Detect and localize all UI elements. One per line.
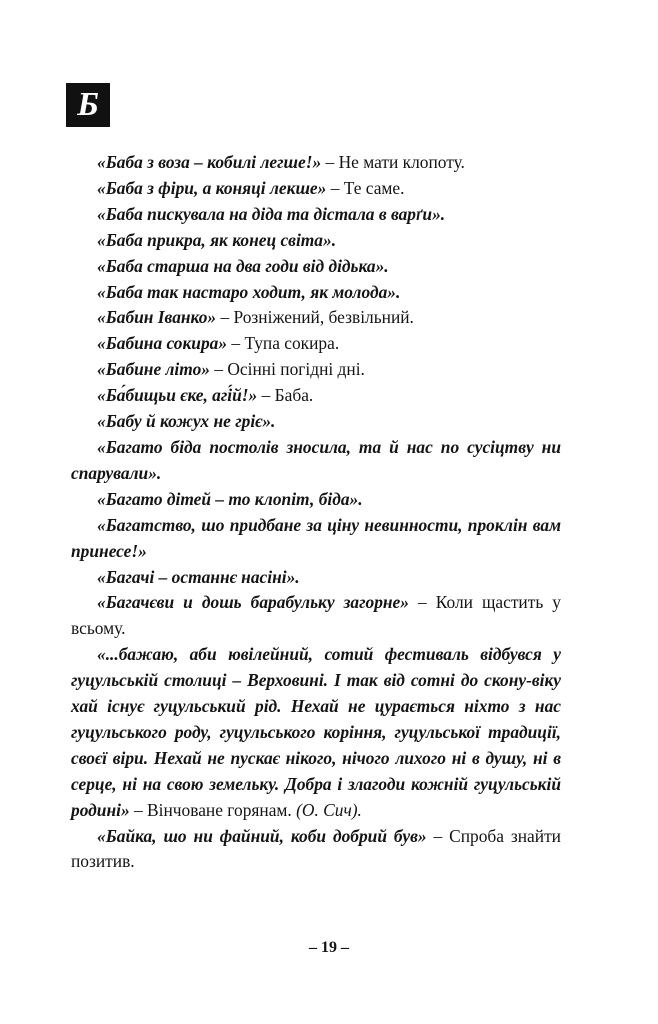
dictionary-entry bbox=[71, 357, 561, 383]
entry-term: «Багатство, шо придбане за ціну невинности, проклін вам принесе!» bbox=[71, 514, 561, 561]
dictionary-entry bbox=[71, 513, 561, 565]
page-number: – 19 – bbox=[309, 939, 349, 956]
entry-term: «Багато дітей – то клопіт, біда». bbox=[97, 488, 363, 509]
entry-definition: – Баба. bbox=[257, 385, 314, 406]
entry-term: «Ба́бищьи єке, агі́й!» bbox=[97, 385, 258, 406]
dictionary-entry bbox=[71, 435, 561, 487]
entry-definition: – Тупа сокира. bbox=[227, 333, 340, 354]
entry-term: «Багато біда постолів зносила, та й нас по сусіцтву ни спарували». bbox=[71, 436, 561, 483]
dictionary-entry bbox=[71, 254, 561, 280]
dictionary-entry bbox=[71, 202, 561, 228]
entry-definition: – Вінчоване горянам. bbox=[129, 799, 297, 820]
dictionary-entry bbox=[71, 409, 561, 435]
entry-term: «Багачі – останнє насіні». bbox=[97, 566, 300, 587]
dictionary-entries bbox=[71, 150, 561, 875]
dictionary-entry bbox=[71, 331, 561, 357]
entry-term: «Бабина сокира» bbox=[97, 333, 228, 354]
dictionary-entry bbox=[71, 150, 561, 176]
dictionary-entry bbox=[71, 487, 561, 513]
entry-term: «Баба з фіри, а коняці лекше» bbox=[97, 177, 327, 198]
dictionary-entry bbox=[71, 305, 561, 331]
entry-definition: – Розніжений, безвільний. bbox=[216, 307, 414, 328]
entry-term: «Бабу й кожух не гріє». bbox=[97, 411, 276, 432]
entry-definition: – Коли щастить у всьому. bbox=[71, 592, 561, 639]
entry-term: «Баба з воза – кобилі легше!» bbox=[97, 152, 322, 172]
entry-definition: – Не мати клопоту. bbox=[321, 152, 465, 172]
entry-term: «Байка, шо ни файний, коби добрий був» bbox=[97, 825, 427, 846]
entry-term: «Баба так настаро ходит, як молода». bbox=[97, 281, 401, 302]
dictionary-entry bbox=[71, 565, 561, 591]
dictionary-entry bbox=[71, 824, 561, 876]
entry-definition: – Осінні погідні дні. bbox=[209, 359, 365, 380]
entry-term: «Баба прикра, як конец світа». bbox=[97, 229, 337, 250]
entry-definition: – Те саме. bbox=[326, 177, 405, 198]
dictionary-entry bbox=[71, 228, 561, 254]
entry-term: «Бабине літо» bbox=[97, 359, 210, 380]
dictionary-entry bbox=[71, 590, 561, 642]
dictionary-entry bbox=[71, 383, 561, 409]
entry-source: (О. Сич). bbox=[296, 799, 362, 820]
section-letter: Б bbox=[66, 83, 110, 127]
entry-term: «...бажаю, аби ювілейний, сотий фестиваль відбувся у гуцульській столиці – Верховині. І так від сотні до скону-віку хай існує гуцульський рід. Нехай не цурається ніхто з нас гуцульського роду, гуцульського коріння, гуцульської традиції, своєї віри. Нехай не пускає нікого, нічого лихого ні в душу, ні в серце, ні на свою земельку. Добра і злагоди кожній гуцульській родині» bbox=[71, 644, 561, 820]
entry-term: «Баба пискувала на діда та дістала в варґи». bbox=[97, 203, 446, 224]
entry-term: «Багачєви и дошь барабульку загорне» bbox=[97, 592, 409, 613]
entry-term: «Бабин Іванко» bbox=[97, 307, 217, 328]
dictionary-entry bbox=[71, 280, 561, 306]
dictionary-entry bbox=[71, 642, 561, 823]
entry-definition: – Спроба знайти позитив. bbox=[71, 825, 561, 872]
dictionary-entry bbox=[71, 176, 561, 202]
entry-term: «Баба старша на два годи від дідька». bbox=[97, 255, 389, 276]
